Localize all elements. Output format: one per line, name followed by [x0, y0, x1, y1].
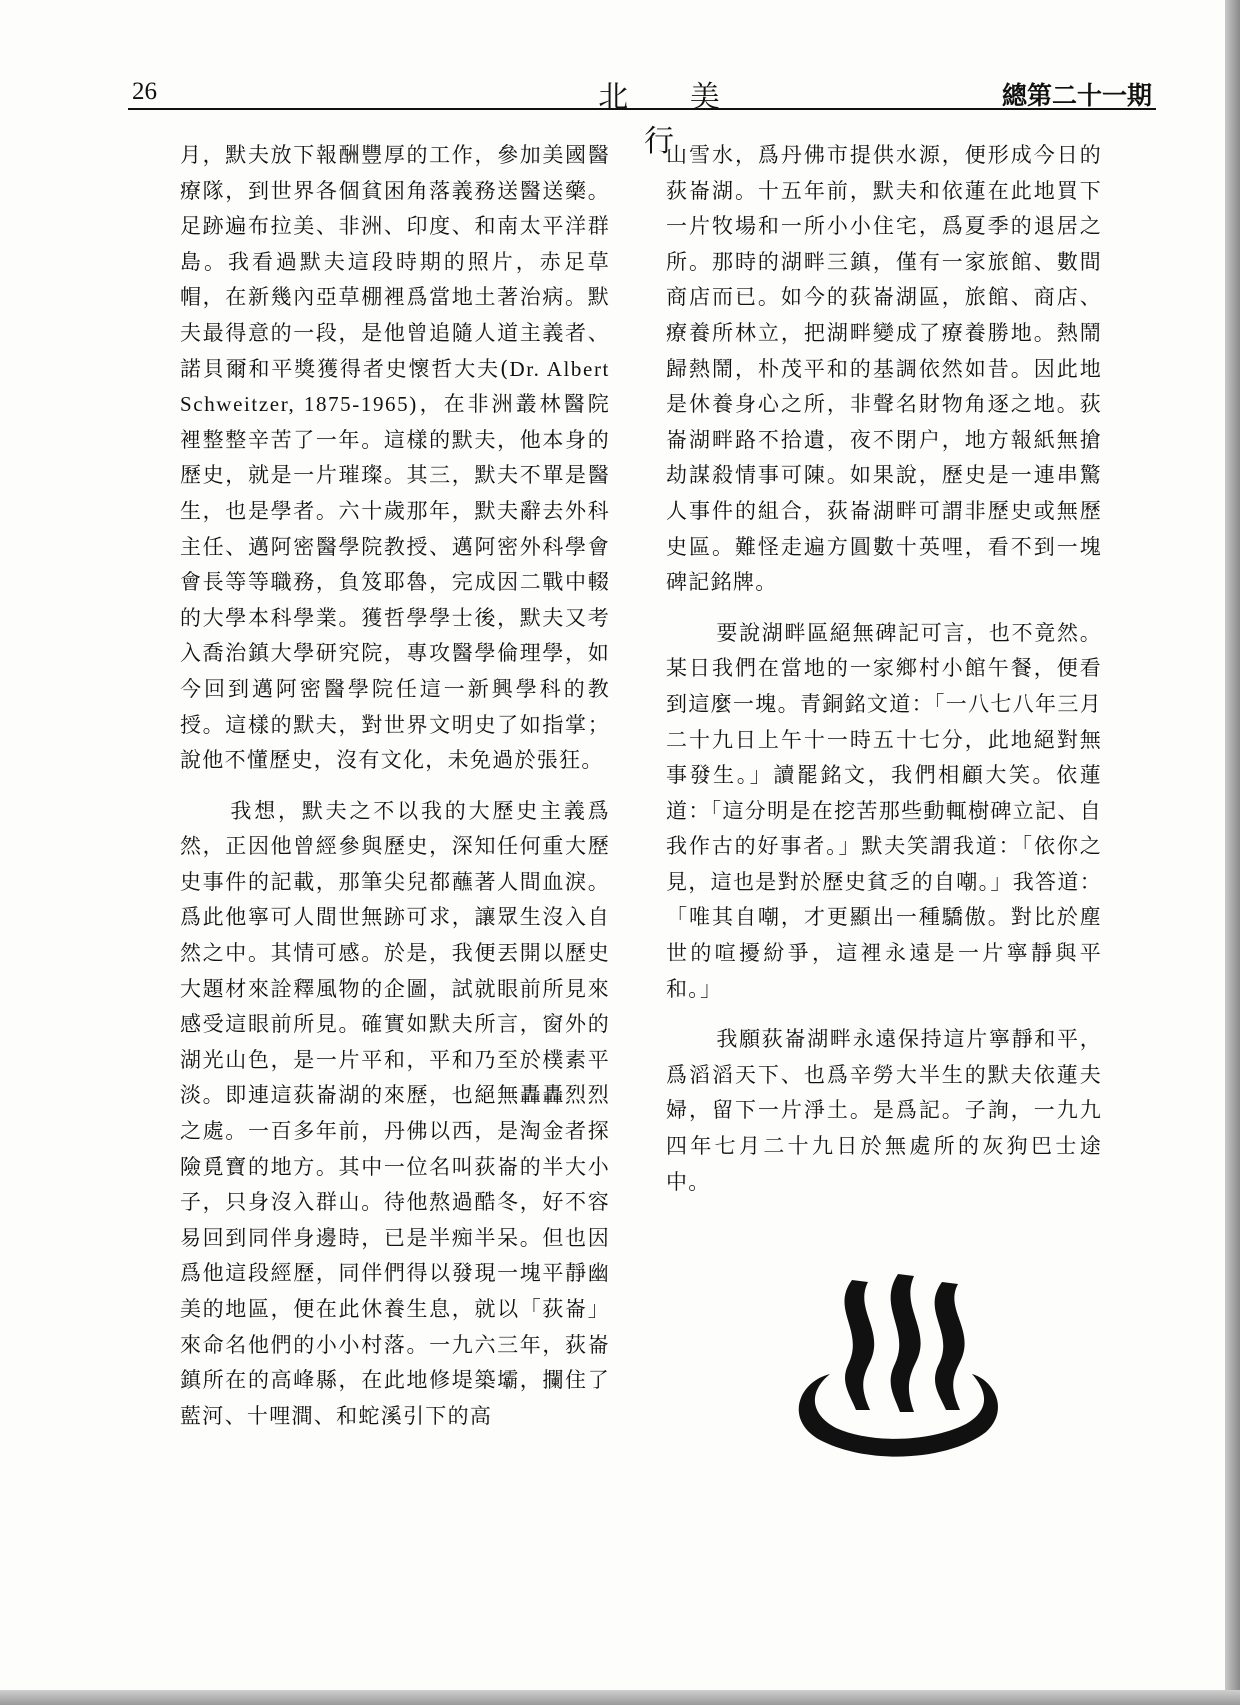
- scan-edge-bottom: [0, 1690, 1240, 1705]
- page-header: [132, 72, 1152, 159]
- page-number: 26: [132, 78, 157, 105]
- scan-edge-right: [1225, 0, 1240, 1705]
- right-paragraph-1: 山雪水，爲丹佛市提供水源，便形成今日的荻崙湖。十五年前，默夫和依蓮在此地買下一片牧場和一所小小住宅，爲夏季的退居之所。那時的湖畔三鎮，僅有一家旅館、數間商店而已。如今的荻崙湖區，旅館、商店、療養所林立，把湖畔變成了療養勝地。熱鬧歸熱鬧，朴茂平和的基調依然如昔。因此地是休養身心之所，非聲名財物角逐之地。荻崙湖畔路不拾遺，夜不閉户，地方報紙無搶劫謀殺情事可陳。如果說，歷史是一連串驚人事件的組合，荻崙湖畔可謂非歷史或無歷史區。難怪走遍方圓數十英哩，看不到一塊碑記銘牌。: [666, 143, 1102, 595]
- magazine-title: 北 美 行: [598, 80, 746, 159]
- header-rule: [128, 108, 1156, 110]
- right-paragraph-2: 要說湖畔區絕無碑記可言，也不竟然。某日我們在當地的一家鄉村小館午餐，便看到這麼一塊。青銅銘文道：「一八七八年三月二十九日上午十一時五十七分，此地絕對無事發生。」讀罷銘文，我們相顧大笑。依蓮道：「這分明是在挖苦那些動輒樹碑立記、自我作古的好事者。」默夫笑謂我道：「依你之見，這也是對於歷史貧乏的自嘲。」我答道：「唯其自嘲，才更顯出一種驕傲。對比於塵世的喧擾紛爭，這裡永遠是一片寧靜與平和。」: [666, 620, 1102, 1001]
- latin-name: Dr. Albert Schweitzer, 1875-1965): [180, 356, 610, 417]
- issue-label: 總第二十一期: [1001, 81, 1152, 110]
- left-column: [180, 138, 610, 1449]
- paragraph-text: ，在非洲叢林醫院裡整整辛苦了一年。這樣的默夫，他本身的歷史，就是一片璀璨。其三，默夫不單是醫生，也是學者。六十歲那年，默夫辭去外科主任、邁阿密醫學院教授、邁阿密外科學會會長等等職務，負笈耶魯，完成因二戰中輟的大學本科學業。獲哲學學士後，默夫又考入喬治鎮大學研究院，專攻醫學倫理學，如今回到邁阿密醫學院任這一新興學科的教授。這樣的默夫，對世界文明史了如指掌；說他不懂歷史，沒有文化，未免過於張狂。: [180, 392, 610, 773]
- paragraph-text: 月，默夫放下報酬豐厚的工作，參加美國醫療隊，到世界各個貧困角落義務送醫送藥。足跡遍布拉美、非洲、印度、和南太平洋群島。我看過默夫這段時期的照片，赤足草帽，在新幾內亞草棚裡爲當地土著治病。默夫最得意的一段，是他曾追隨人道主義者、諾貝爾和平獎獲得者史懷哲大夫(: [180, 143, 610, 381]
- hot-spring-icon: [790, 1270, 1010, 1460]
- right-column: [666, 138, 1102, 1215]
- left-paragraph-1: [180, 138, 610, 779]
- right-paragraph-3: 我願荻崙湖畔永遠保持這片寧靜和平，爲滔滔天下、也爲辛勞大半生的默夫依蓮夫婦，留下一片淨土。是爲記。子詢，一九九四年七月二十九日於無處所的灰狗巴士途中。: [666, 1027, 1102, 1194]
- left-paragraph-2: 我想，默夫之不以我的大歷史主義爲然，正因他曾經參與歷史，深知任何重大歷史事件的記載，那筆尖兒都蘸著人間血淚。爲此他寧可人間世無跡可求，讓眾生沒入自然之中。其情可感。於是，我便丟開以歷史大題材來詮釋風物的企圖，試就眼前所見來感受這眼前所見。確實如默夫所言，窗外的湖光山色，是一片平和，平和乃至於樸素平淡。即連這荻崙湖的來歷，也絕無轟轟烈烈之處。一百多年前，丹佛以西，是淘金者探險覓寶的地方。其中一位名叫荻崙的半大小子，只身沒入群山。待他熬過酷冬，好不容易回到同伴身邊時，已是半痴半呆。但也因爲他這段經歷，同伴們得以發現一塊平靜幽美的地區，便在此休養生息，就以「荻崙」來命名他們的小小村落。一九六三年，荻崙鎮所在的高峰縣，在此地修堤築壩，攔住了藍河、十哩澗、和蛇溪引下的高: [180, 798, 610, 1428]
